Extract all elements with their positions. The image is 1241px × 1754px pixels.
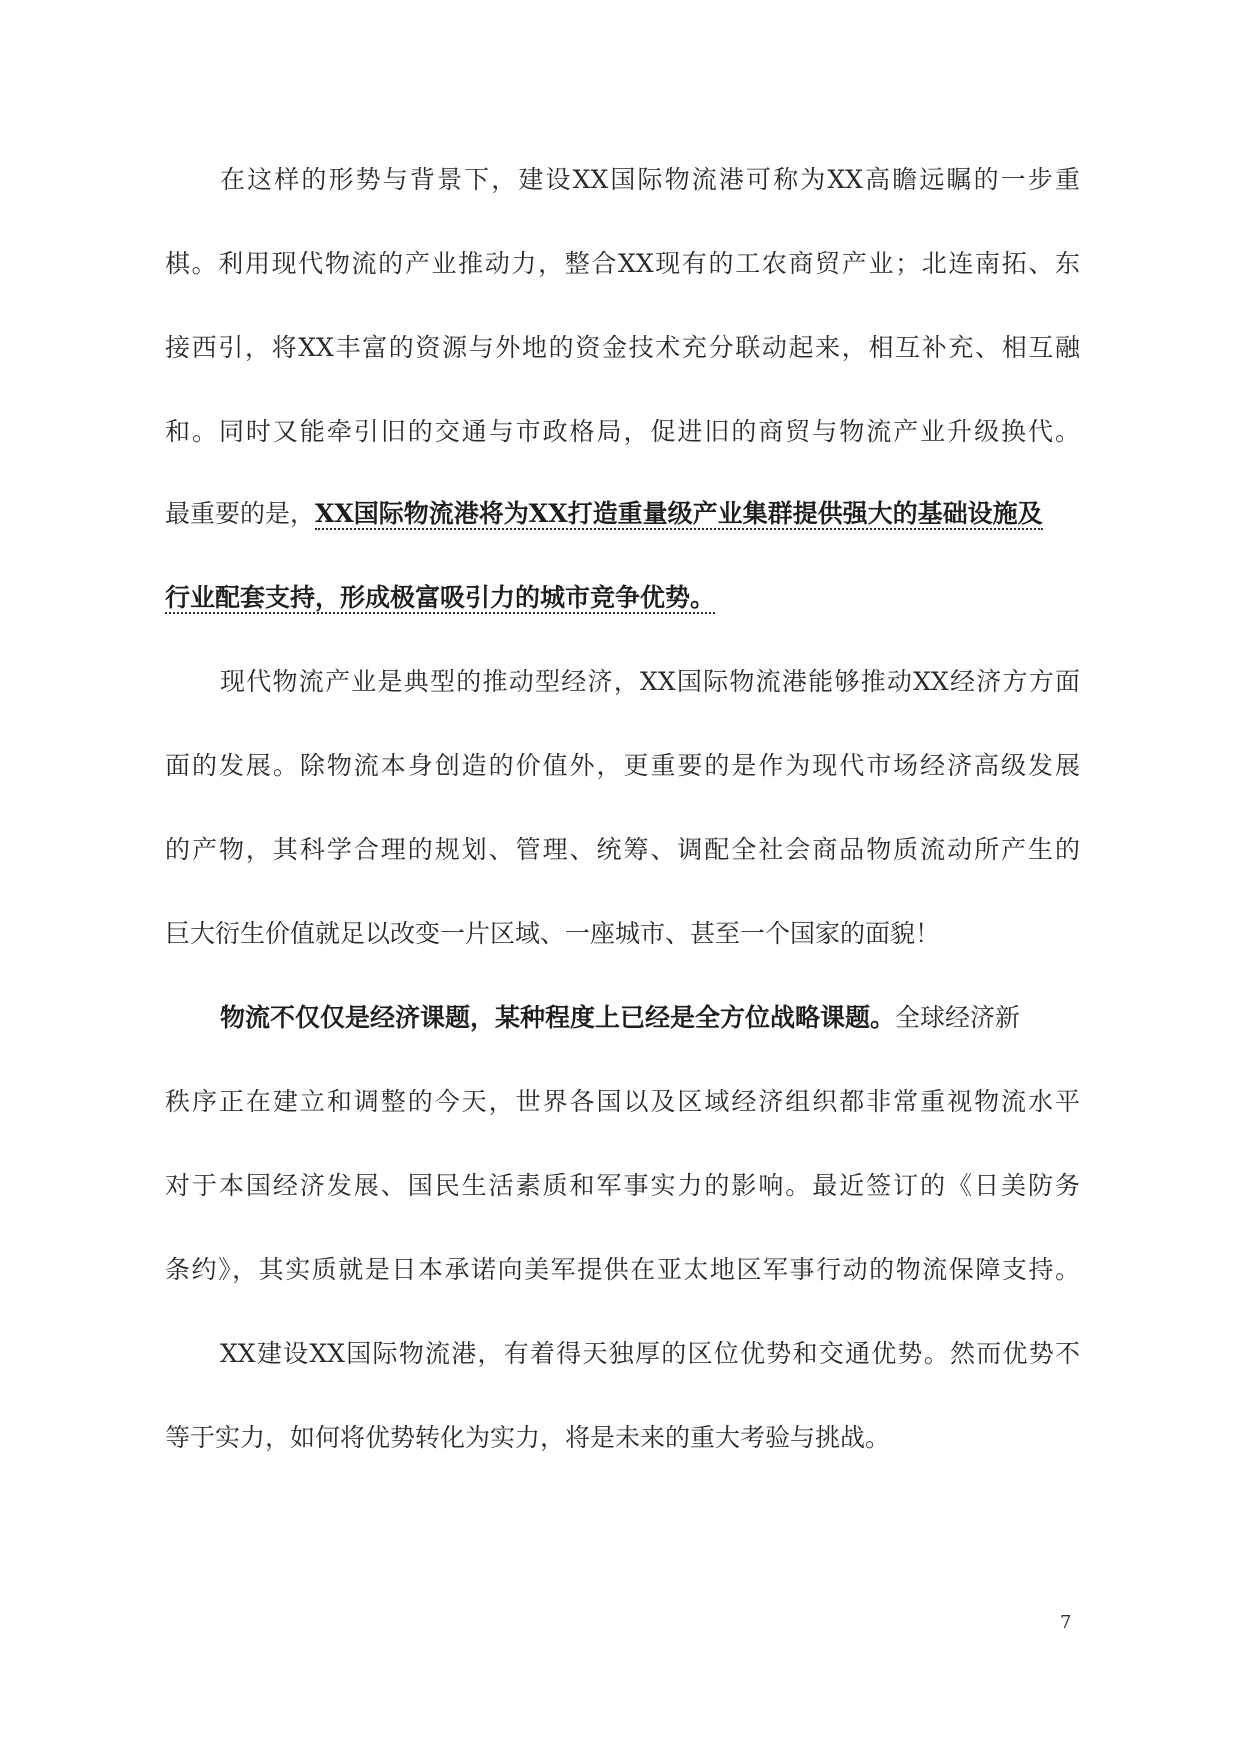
- paragraph-3-line-3: 对于本国经济发展、国民生活素质和军事实力的影响。最近签订的《日美防务: [165, 1171, 1080, 1200]
- paragraph-2-line-3: 的产物，其科学合理的规划、管理、统筹、调配全社会商品物质流动所产生的: [165, 835, 1080, 864]
- paragraph-1-line-1: 在这样的形势与背景下，建设XX国际物流港可称为XX高瞻远瞩的一步重: [220, 165, 1080, 194]
- paragraph-3-line-4: 条约》，其实质就是日本承诺向美军提供在亚太地区军事行动的物流保障支持。: [165, 1255, 1080, 1284]
- page-number: 7: [1060, 1612, 1072, 1633]
- paragraph-2-line-1: 现代物流产业是典型的推动型经济，XX国际物流港能够推动XX经济方方面: [220, 667, 1080, 696]
- paragraph-1-line-5: [165, 492, 1080, 536]
- paragraph-2-line-4: 巨大衍生价值就足以改变一片区域、一座城市、甚至一个国家的面貌！: [165, 919, 941, 948]
- paragraph-1-emphasis-part-1: XX国际物流港将为XX打造重量级产业集群提供强大的基础设施及: [315, 499, 1043, 528]
- paragraph-1-line-6: [165, 576, 1080, 620]
- paragraph-4-line-1: XX建设XX国际物流港，有着得天独厚的区位优势和交通优势。然而优势不: [220, 1339, 1080, 1368]
- paragraph-1-line-2: 棋。利用现代物流的产业推动力，整合XX现有的工农商贸产业；北连南拓、东: [165, 249, 1080, 278]
- paragraph-3-bold-lead: 物流不仅仅是经济课题，某种程度上已经是全方位战略课题。: [220, 1003, 896, 1032]
- paragraph-1-emphasis-part-2: 行业配套支持，形成极富吸引力的城市竞争优势。: [165, 583, 716, 612]
- paragraph-3-line-1-rest: 全球经济新: [895, 1003, 1021, 1032]
- paragraph-1-line-5-prefix: 最重要的是，: [165, 499, 316, 528]
- paragraph-4-line-2: 等于实力，如何将优势转化为实力，将是未来的重大考验与挑战。: [165, 1423, 891, 1452]
- paragraph-1-line-3: 接西引，将XX丰富的资源与外地的资金技术充分联动起来，相互补充、相互融: [165, 333, 1080, 362]
- paragraph-3-line-2: 秩序正在建立和调整的今天，世界各国以及区域经济组织都非常重视物流水平: [165, 1087, 1080, 1116]
- paragraph-3-line-1: [220, 996, 1080, 1040]
- paragraph-1-line-4: 和。同时又能牵引旧的交通与市政格局，促进旧的商贸与物流产业升级换代。: [165, 417, 1080, 446]
- paragraph-2-line-2: 面的发展。除物流本身创造的价值外，更重要的是作为现代市场经济高级发展: [165, 751, 1080, 780]
